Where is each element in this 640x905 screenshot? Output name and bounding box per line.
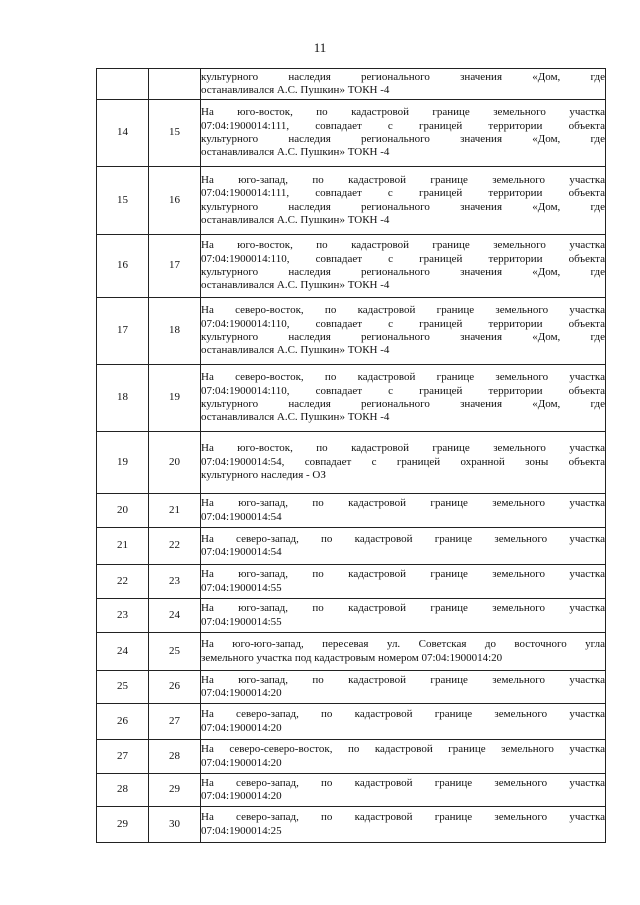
description-line: останавливался А.С. Пушкин» ТОКН -4 bbox=[201, 279, 390, 292]
boundary-description-cell bbox=[201, 774, 606, 807]
table-row bbox=[97, 235, 606, 298]
description-line: На юго-запад, по кадастровой границе земельного участка bbox=[201, 497, 605, 510]
boundary-description-table bbox=[96, 68, 606, 843]
description-line: На юго-восток, по кадастровой границе земельного участка bbox=[201, 106, 605, 119]
point-to-cell: 18 bbox=[149, 298, 201, 365]
point-from-cell: 15 bbox=[97, 167, 149, 235]
point-from-cell: 21 bbox=[97, 528, 149, 565]
description-line: На юго-запад, по кадастровой границе земельного участка bbox=[201, 173, 605, 186]
description-line: На юго-запад, по кадастровой границе земельного участка bbox=[201, 568, 605, 581]
boundary-description-cell bbox=[201, 69, 606, 100]
point-to-cell: 24 bbox=[149, 599, 201, 633]
description-line: культурного наследия регионального значения «Дом, где bbox=[201, 398, 605, 410]
table-row bbox=[97, 432, 606, 494]
point-from-cell: 28 bbox=[97, 774, 149, 807]
point-to-cell: 21 bbox=[149, 494, 201, 528]
point-to-cell: 16 bbox=[149, 167, 201, 235]
description-line: останавливался А.С. Пушкин» ТОКН -4 bbox=[201, 411, 390, 424]
description-line: На северо-запад, по кадастровой границе земельного участка bbox=[201, 708, 605, 721]
point-from-cell: 19 bbox=[97, 432, 149, 494]
point-from-cell: 29 bbox=[97, 807, 149, 843]
description-line: На юго-запад, по кадастровой границе земельного участка bbox=[201, 673, 605, 686]
page-number: 11 bbox=[313, 40, 327, 55]
boundary-description-cell bbox=[201, 807, 606, 843]
description-line: 07:04:1900014:55 bbox=[201, 615, 282, 628]
description-line: 07:04:1900014:111, совпадает с границей территории объекта bbox=[201, 187, 605, 200]
description-line: На северо-запад, по кадастровой границе земельного участка bbox=[201, 776, 605, 789]
point-from-cell: 14 bbox=[97, 100, 149, 167]
boundary-description-cell bbox=[201, 565, 606, 599]
point-from-cell: 17 bbox=[97, 298, 149, 365]
description-line: На северо-восток, по кадастровой границе земельного участка bbox=[201, 371, 605, 384]
description-line: 07:04:1900014:20 bbox=[201, 687, 282, 699]
description-line: культурного наследия - ОЗ bbox=[201, 469, 326, 482]
point-from-cell: 25 bbox=[97, 671, 149, 704]
description-line: земельного участка под кадастровым номером 07:04:1900014:20 bbox=[201, 651, 503, 664]
description-line: На юго-юго-запад, пересевая ул. Советская до восточного угла bbox=[201, 638, 605, 651]
description-line: останавливался А.С. Пушкин» ТОКН -4 bbox=[201, 213, 390, 226]
description-line: 07:04:1900014:20 bbox=[201, 721, 282, 734]
point-to-cell: 15 bbox=[149, 100, 201, 167]
point-to-cell: 17 bbox=[149, 235, 201, 298]
boundary-description-cell bbox=[201, 432, 606, 494]
point-from-cell: 18 bbox=[97, 365, 149, 432]
description-line: культурного наследия регионального значения «Дом, где bbox=[201, 70, 605, 83]
description-line: останавливался А.С. Пушкин» ТОКН -4 bbox=[201, 84, 390, 96]
description-line: культурного наследия регионального значения «Дом, где bbox=[201, 331, 605, 343]
table-row bbox=[97, 740, 606, 774]
point-from-cell: 20 bbox=[97, 494, 149, 528]
description-line: 07:04:1900014:20 bbox=[201, 790, 282, 802]
point-to-cell: 25 bbox=[149, 633, 201, 671]
point-to-cell: 28 bbox=[149, 740, 201, 774]
boundary-description-cell bbox=[201, 100, 606, 167]
point-from-cell: 22 bbox=[97, 565, 149, 599]
point-to-cell: 26 bbox=[149, 671, 201, 704]
description-line: На северо-восток, по кадастровой границе земельного участка bbox=[201, 304, 605, 317]
point-to-cell: 22 bbox=[149, 528, 201, 565]
boundary-description-cell bbox=[201, 704, 606, 740]
boundary-description-cell bbox=[201, 740, 606, 774]
boundary-description-cell bbox=[201, 599, 606, 633]
boundary-description-cell bbox=[201, 167, 606, 235]
description-line: 07:04:1900014:54, совпадает с границей охранной зоны объекта bbox=[201, 455, 605, 468]
table-row bbox=[97, 671, 606, 704]
description-line: останавливался А.С. Пушкин» ТОКН -4 bbox=[201, 344, 390, 357]
table-row bbox=[97, 365, 606, 432]
description-line: На юго-восток, по кадастровой границе земельного участка bbox=[201, 239, 605, 252]
description-line: останавливался А.С. Пушкин» ТОКН -4 bbox=[201, 146, 390, 159]
table-row bbox=[97, 633, 606, 671]
point-from-cell: 16 bbox=[97, 235, 149, 298]
point-to-cell: 29 bbox=[149, 774, 201, 807]
boundary-description-cell bbox=[201, 671, 606, 704]
point-from-cell bbox=[97, 69, 149, 100]
description-line: 07:04:1900014:110, совпадает с границей территории объекта bbox=[201, 317, 605, 330]
boundary-description-cell bbox=[201, 494, 606, 528]
table-row bbox=[97, 494, 606, 528]
description-line: На северо-запад, по кадастровой границе земельного участка bbox=[201, 532, 605, 545]
point-from-cell: 24 bbox=[97, 633, 149, 671]
description-line: 07:04:1900014:55 bbox=[201, 581, 282, 594]
point-from-cell: 27 bbox=[97, 740, 149, 774]
table-row bbox=[97, 565, 606, 599]
description-line: 07:04:1900014:25 bbox=[201, 824, 282, 837]
boundary-description-cell bbox=[201, 235, 606, 298]
description-line: На северо-запад, по кадастровой границе земельного участка bbox=[201, 811, 605, 824]
table-row bbox=[97, 69, 606, 100]
table-row bbox=[97, 599, 606, 633]
description-line: 07:04:1900014:54 bbox=[201, 510, 282, 523]
point-to-cell: 19 bbox=[149, 365, 201, 432]
point-to-cell: 30 bbox=[149, 807, 201, 843]
description-line: культурного наследия регионального значения «Дом, где bbox=[201, 200, 605, 213]
point-from-cell: 26 bbox=[97, 704, 149, 740]
description-line: На юго-восток, по кадастровой границе земельного участка bbox=[201, 442, 605, 455]
description-line: 07:04:1900014:110, совпадает с границей территории объекта bbox=[201, 384, 605, 397]
description-line: На юго-запад, по кадастровой границе земельного участка bbox=[201, 602, 605, 615]
table-row bbox=[97, 807, 606, 843]
point-to-cell: 23 bbox=[149, 565, 201, 599]
description-line: культурного наследия регионального значения «Дом, где bbox=[201, 266, 605, 278]
point-from-cell: 23 bbox=[97, 599, 149, 633]
boundary-description-cell bbox=[201, 528, 606, 565]
table-body bbox=[97, 69, 606, 843]
point-to-cell: 20 bbox=[149, 432, 201, 494]
description-line: На северо-северо-восток, по кадастровой границе земельного участка bbox=[201, 743, 605, 756]
point-to-cell bbox=[149, 69, 201, 100]
table-row bbox=[97, 167, 606, 235]
point-to-cell: 27 bbox=[149, 704, 201, 740]
table-row bbox=[97, 100, 606, 167]
boundary-description-cell bbox=[201, 298, 606, 365]
table-row bbox=[97, 704, 606, 740]
table-row bbox=[97, 528, 606, 565]
table-row bbox=[97, 774, 606, 807]
description-line: 07:04:1900014:54 bbox=[201, 546, 282, 558]
description-line: 07:04:1900014:20 bbox=[201, 756, 282, 769]
description-line: 07:04:1900014:111, совпадает с границей территории объекта bbox=[201, 119, 605, 132]
table-row bbox=[97, 298, 606, 365]
description-line: 07:04:1900014:110, совпадает с границей территории объекта bbox=[201, 252, 605, 265]
boundary-description-cell bbox=[201, 365, 606, 432]
boundary-description-cell bbox=[201, 633, 606, 671]
description-line: культурного наследия регионального значения «Дом, где bbox=[201, 133, 605, 145]
